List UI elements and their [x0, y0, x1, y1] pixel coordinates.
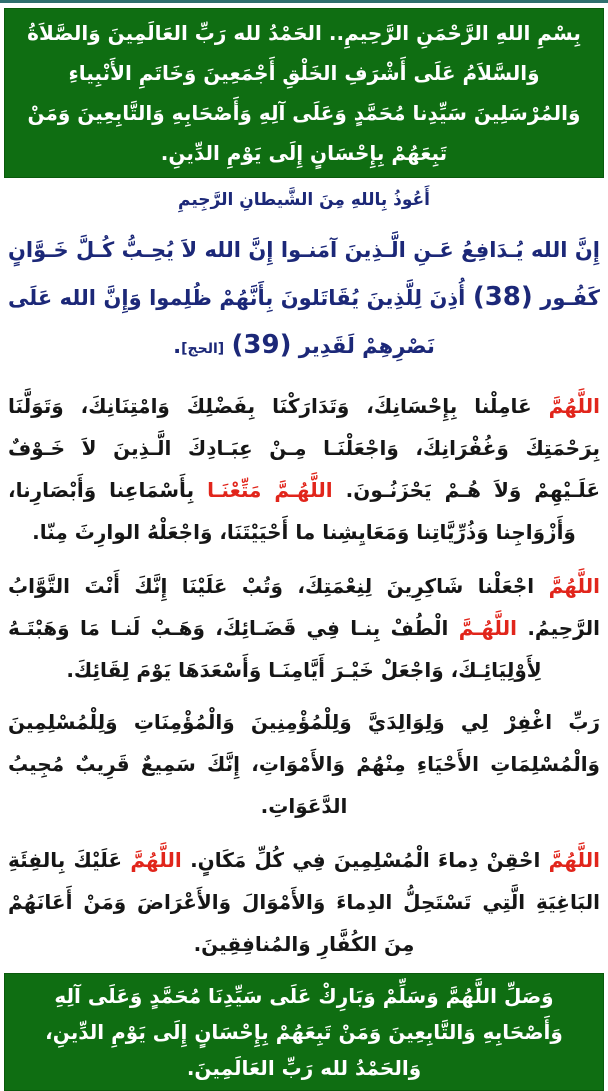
dua-paragraph-2: اللَّهُمَّ اجْعَلْنا شَاكِرِينَ لِنِعْمَتِكَ، وَتُبْ عَلَيْنَا إِنَّكَ أَنْتَ التَّوَّابُ الرَّحِيمُ. اللَّهُـمَّ الْطُفْ بِنـا فِي قَضَـائِكَ، وَهَـبْ لَنـا مَا وَهَبْتَـهُ لِأَوْلِيَائِـكَ، وَاجْعَلْ خَيْـرَ أَيَّامِنَـا وَأَسْعَدَهَا يَوْمَ لِقَائِكَ.: [8, 574, 600, 682]
dua-paragraph-3: رَبِّ اغْفِرْ لِي وَلِوَالِدَيَّ وَلِلْمُؤْمِنِينَ وَالْمُؤْمِنَاتِ وَلِلْمُسْلِمِينَ وَالْمُسْلِمَاتِ الأَحْيَاءِ مِنْهُمْ وَالأَمْوَاتِ، إِنَّكَ سَمِيعٌ قَرِيبٌ مُجِيبُ الدَّعَوَاتِ.: [8, 710, 600, 818]
quran-verse-al-hajj: إِنَّ الله يُـدَافِعُ عَـنِ الَّـذِينَ آمَنـوا إِنَّ الله لاَ يُحِـبُّ كُـلَّ خَـوَّانٍ كَفُـور (38) أُذِنَ لِلَّذِينَ يُقَاتَلونَ بِأَنَّهُمْ ظُلِموا وَإِنَّ الله عَلَى نَصْرِهِمْ لَقَدِير (39) [الحج].: [8, 238, 601, 360]
dua-paragraph-4: اللَّهُمَّ احْقِنْ دِماءَ الْمُسْلِمِينَ فِي كُلِّ مَكَانٍ. اللَّهُمَّ عَلَيْكَ بِالفِئَةِ البَاغِيَةِ الَّتِي تَسْتَحِلُّ الدِماءَ وَالأَمْوَالَ وَالأَعْرَاضَ وَمَنْ أَعَانَهُمْ مِنَ الكُفَّارِ وَالمُنافِقِينَ.: [8, 848, 600, 956]
dua-paragraph-1: اللَّهُمَّ عَامِلْنا بِإِحْسَانِكَ، وَتَدَارَكْنَا بِفَضْلِكَ وَامْتِنَانِكَ، وَتَوَلَّنَا بِرَحْمَتِكَ وَغُفْرَانِكَ، وَاجْعَلْنَـا مِـنْ عِبَـادِكَ الَّـذِينَ لاَ خَـوْفٌ عَلَـيْهِمْ وَلاَ هُـمْ يَحْزَنُـونَ. اللَّهُـمَّ مَتِّعْنَـا بِأَسْمَاعِنا وَأَبْصَارِنا، وَأَزْوَاجِنا وَذُرِّيَّاتِنا وَمَعَايِشِنا ما أَحْيَيْتَنَا، وَاجْعَلْهُ الوارِثَ مِنّا.: [8, 394, 600, 544]
header-basmala-banner: بِسْمِ اللهِ الرَّحْمَنِ الرَّحِيمِ.. الحَمْدُ لله رَبِّ العَالَمِينَ وَالصَّلاَةُ وَالسَّلاَمُ عَلَى أَشْرَفِ الخَلْقِ أَجْمَعِينَ وَخَاتَمِ الأَنْبِياءِ وَالمُرْسَلِينَ سَيِّدِنا مُحَمَّدٍ وَعَلَى آلِهِ وَأَصْحَابِهِ وَالتَّابِعِينَ وَمَنْ تَبِعَهُمْ بِإِحْسَانٍ إِلَى يَوْمِ الدِّينِ.: [4, 8, 604, 178]
page-top-strip: [0, 0, 608, 3]
footer-salawat-banner: وَصَلِّ اللَّهُمَّ وَسَلِّمْ وَبَارِكْ عَلَى سَيِّدِنَا مُحَمَّدٍ وَعَلَى آلِهِ وَأَصْحَابِهِ وَالتَّابِعِينَ وَمَنْ تَبِعَهُمْ بِإِحْسَانٍ إِلَى يَوْمِ الدِّينِ، وَالحَمْدُ لله رَبِّ العَالَمِينَ.: [4, 973, 604, 1091]
istiadha-line: أَعُوذُ بِاللهِ مِنَ الشَّيطانِ الرَّجِيمِ: [178, 190, 430, 210]
